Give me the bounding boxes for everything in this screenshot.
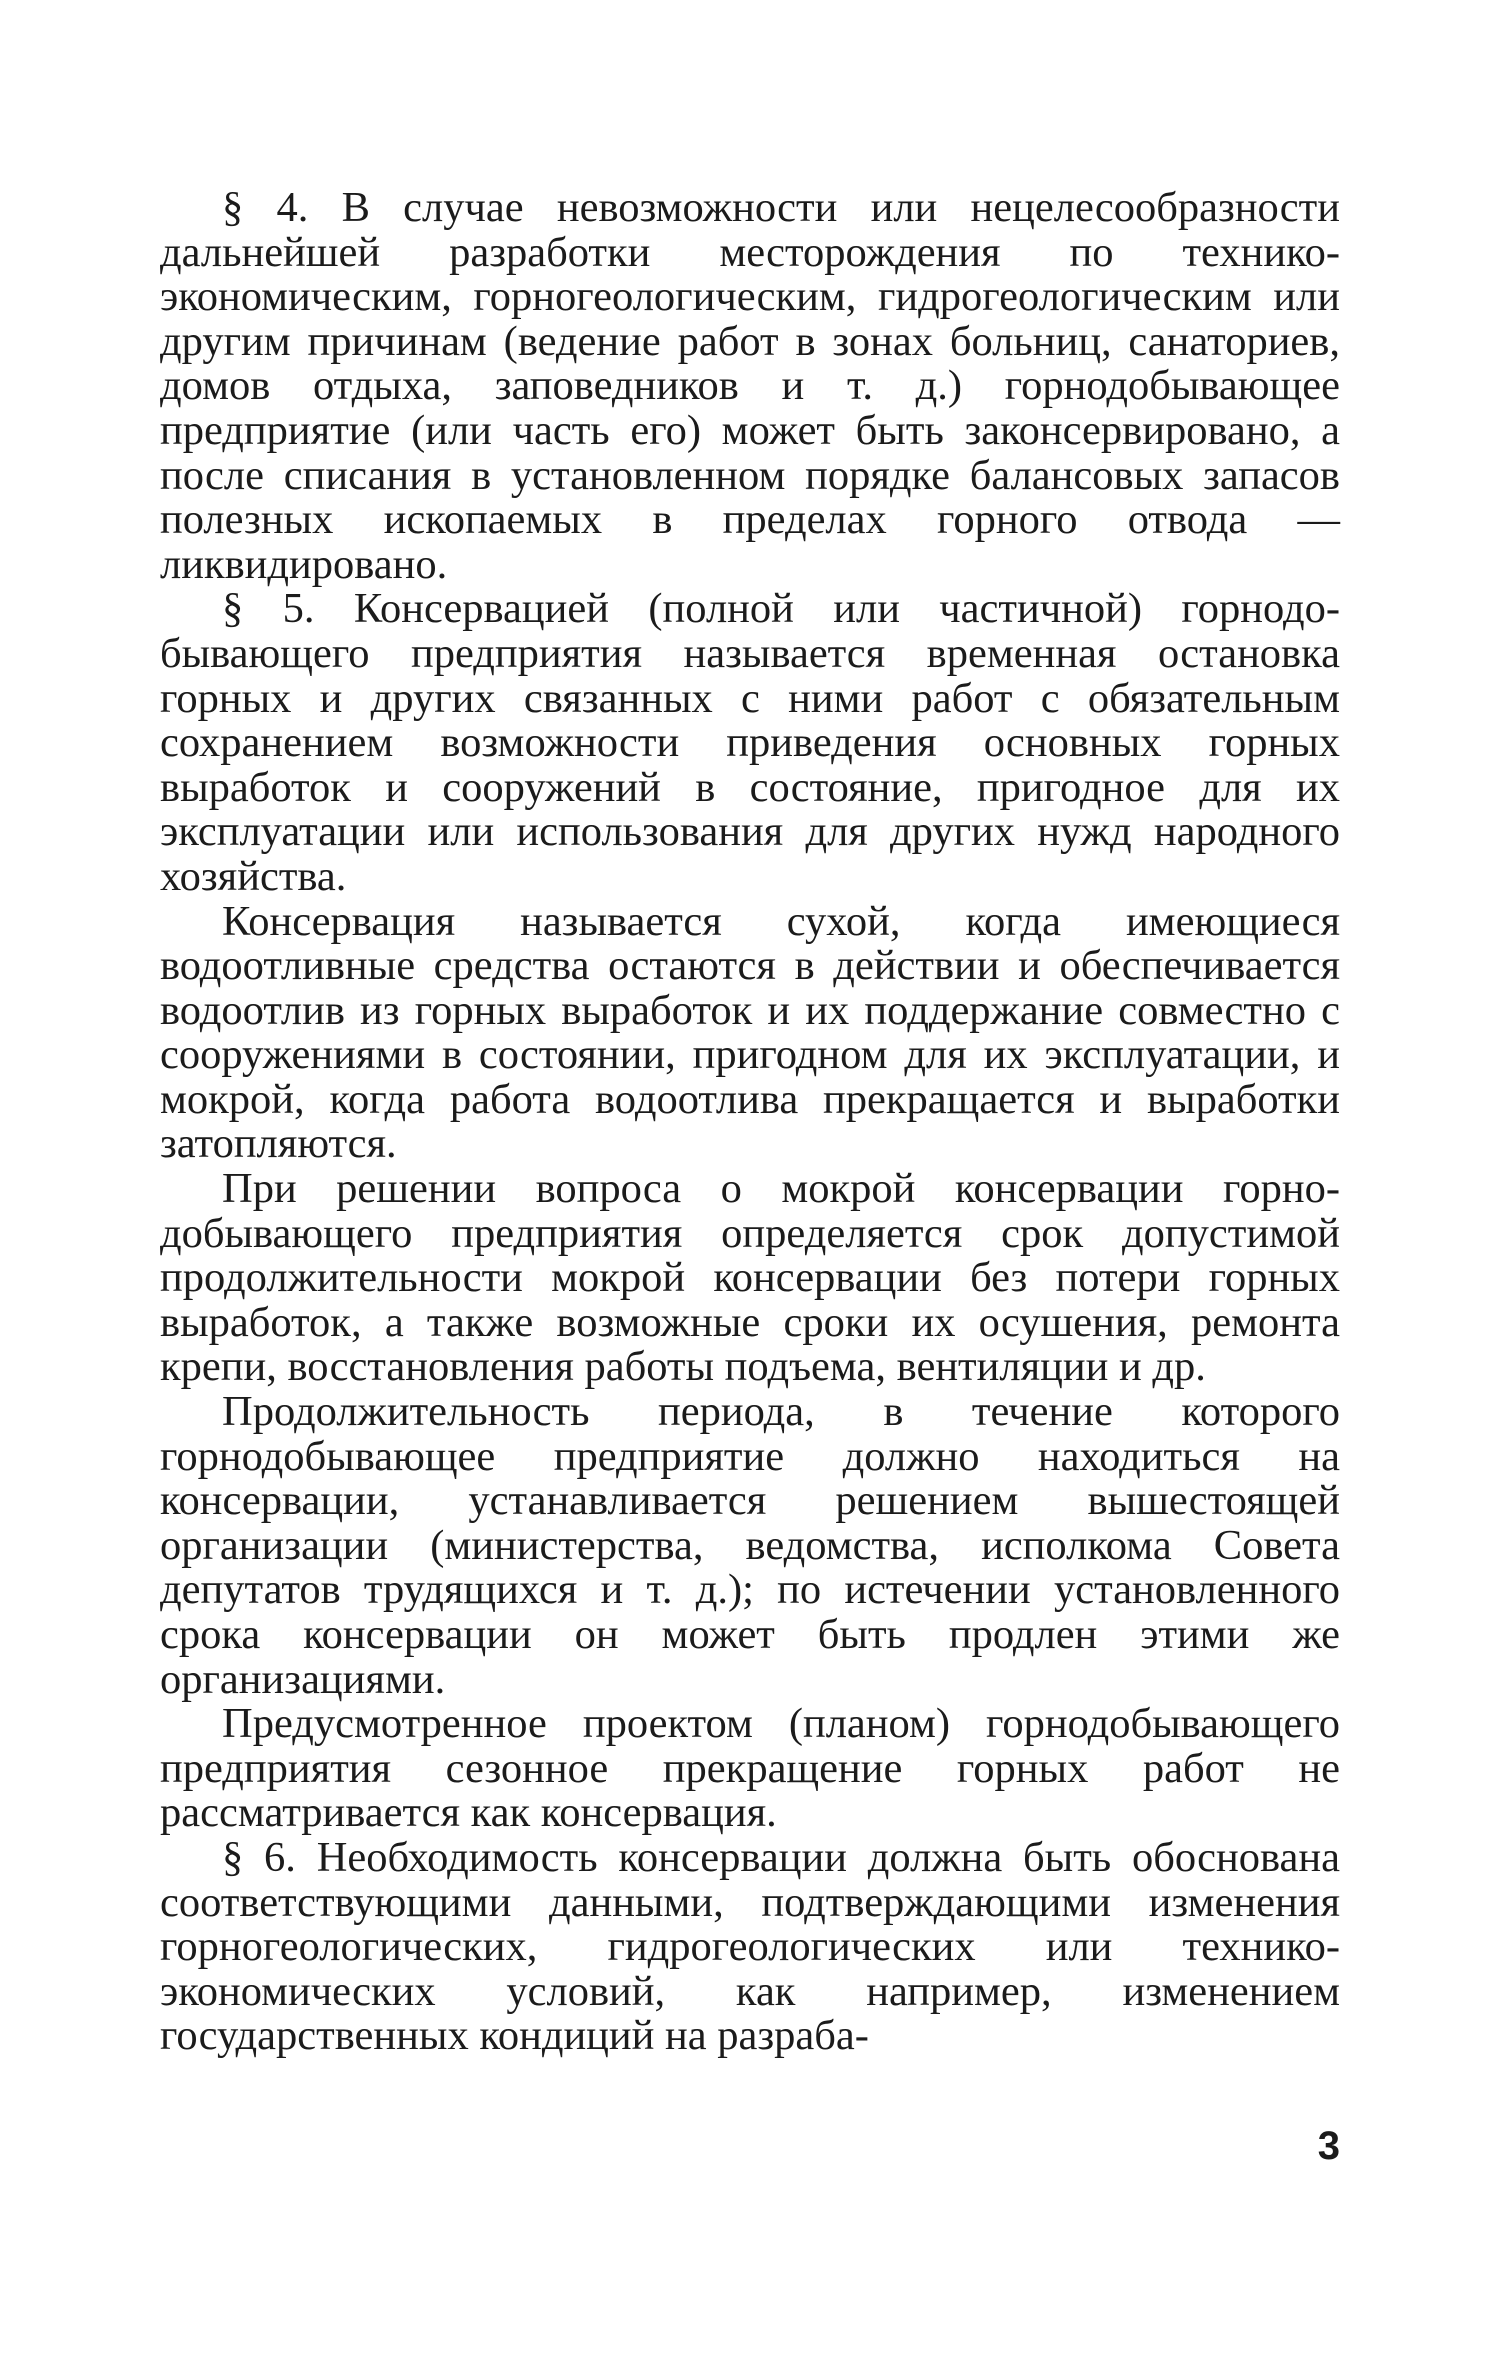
paragraph-seasonal-stop: Предусмотренное проектом (планом) горнодобывающего предприятия сезонное прекращение горных работ не рассматривается как консервация. [160, 1700, 1340, 1837]
paragraph-section-5: § 5. Консервацией (полной или частичной) горнодобывающего предприятия называется временная остановка горных и других связанных с ними работ с обязательным сохранением возможности приведения основных горных выработок и сооружений в состояние, пригодное для их эксплуатации или использования для других нужд народного хозяйства. [160, 585, 1340, 900]
paragraph-conservation-duration: Продолжительность периода, в течение которого горнодобывающее предприятие должно находиться на консервации, устанавливается решением вышестоящей организации (министерства, ведомства, исполкома Совета депутатов трудящихся и т. д.); по истечении установленного срока консервации он может быть продлен этими же организациями. [160, 1388, 1340, 1703]
paragraph-wet-conservation-terms: При решении вопроса о мокрой консервации горнодобывающего предприятия определяется срок допустимой продолжительности мокрой консервации без потери горных выработок, а также возможные сроки их осушения, ремонта крепи, восстановления работы подъема, вентиляции и др. [160, 1165, 1340, 1391]
page-number: 3 [1317, 2124, 1340, 2168]
body-text [160, 186, 1340, 2059]
paragraph-dry-wet-conservation: Консервация называется сухой, когда имеющиеся водоотливные средства остаются в действии и обеспечивается водоотлив из горных выработок и их поддержание совместно с сооружениями в состоянии, пригодном для их эксплуатации, и мокрой, когда работа водоотлива прекращается и выработки затопляются. [160, 897, 1340, 1168]
paragraph-section-6: § 6. Необходимость консервации должна быть обоснована соответствующими данными, подтверждающими изменения горногеологических, гидрогеологических или технико-экономических условий, как например, изменением государственных кондиций на разраба- [160, 1833, 1340, 2060]
paragraph-section-4: § 4. В случае невозможности или нецелесообразности дальнейшей разработки месторождения по технико-экономическим, горногеологическим, гидрогеологическим или другим причинам (ведение работ в зонах больниц, санаториев, домов отдыха, заповедников и т. д.) горнодобывающее предприятие (или часть его) может быть законсервировано, а после списания в установленном порядке балансовых запасов полезных ископаемых в пределах горного отвода — ликвидировано. [160, 184, 1340, 588]
